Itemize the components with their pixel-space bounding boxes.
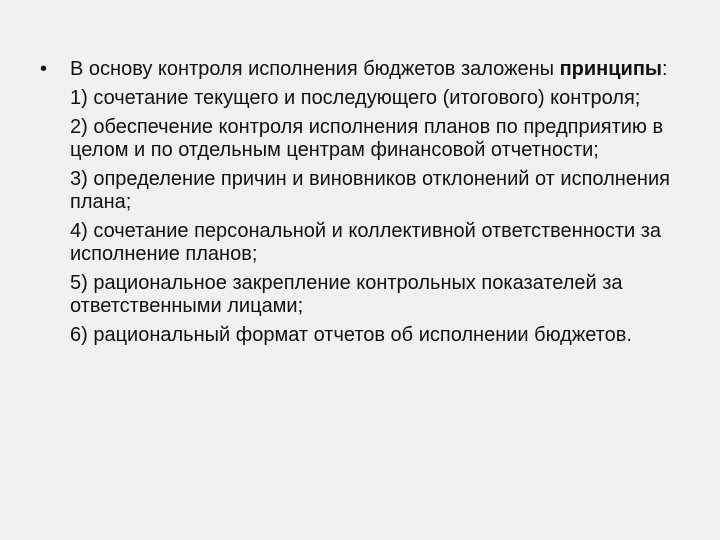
- list-item: 2) обеспечение контроля исполнения планов по предприятию в целом и по отдельным центрам финансовой отчетности;: [70, 116, 664, 161]
- slide-content: [40, 58, 690, 347]
- list-item: 1) сочетание текущего и последующего (итогового) контроля;: [70, 87, 641, 109]
- list-item: 3) определение причин и виновников отклонений от исполнения плана;: [70, 168, 670, 213]
- list-item: 5) рациональное закрепление контрольных показателей за ответственными лицами;: [70, 272, 623, 317]
- intro-bold-word: принципы: [559, 58, 662, 80]
- intro-paragraph: [40, 58, 690, 81]
- list-item: 4) сочетание персональной и коллективной ответственности за исполнение планов;: [70, 220, 662, 265]
- intro-colon: :: [661, 58, 668, 80]
- list-item: 6) рациональный формат отчетов об исполнении бюджетов.: [70, 324, 632, 346]
- principles-list: [40, 87, 690, 347]
- intro-line: [70, 58, 668, 80]
- intro-text: В основу контроля исполнения бюджетов заложены: [70, 58, 560, 80]
- bullet-icon: •: [40, 58, 48, 80]
